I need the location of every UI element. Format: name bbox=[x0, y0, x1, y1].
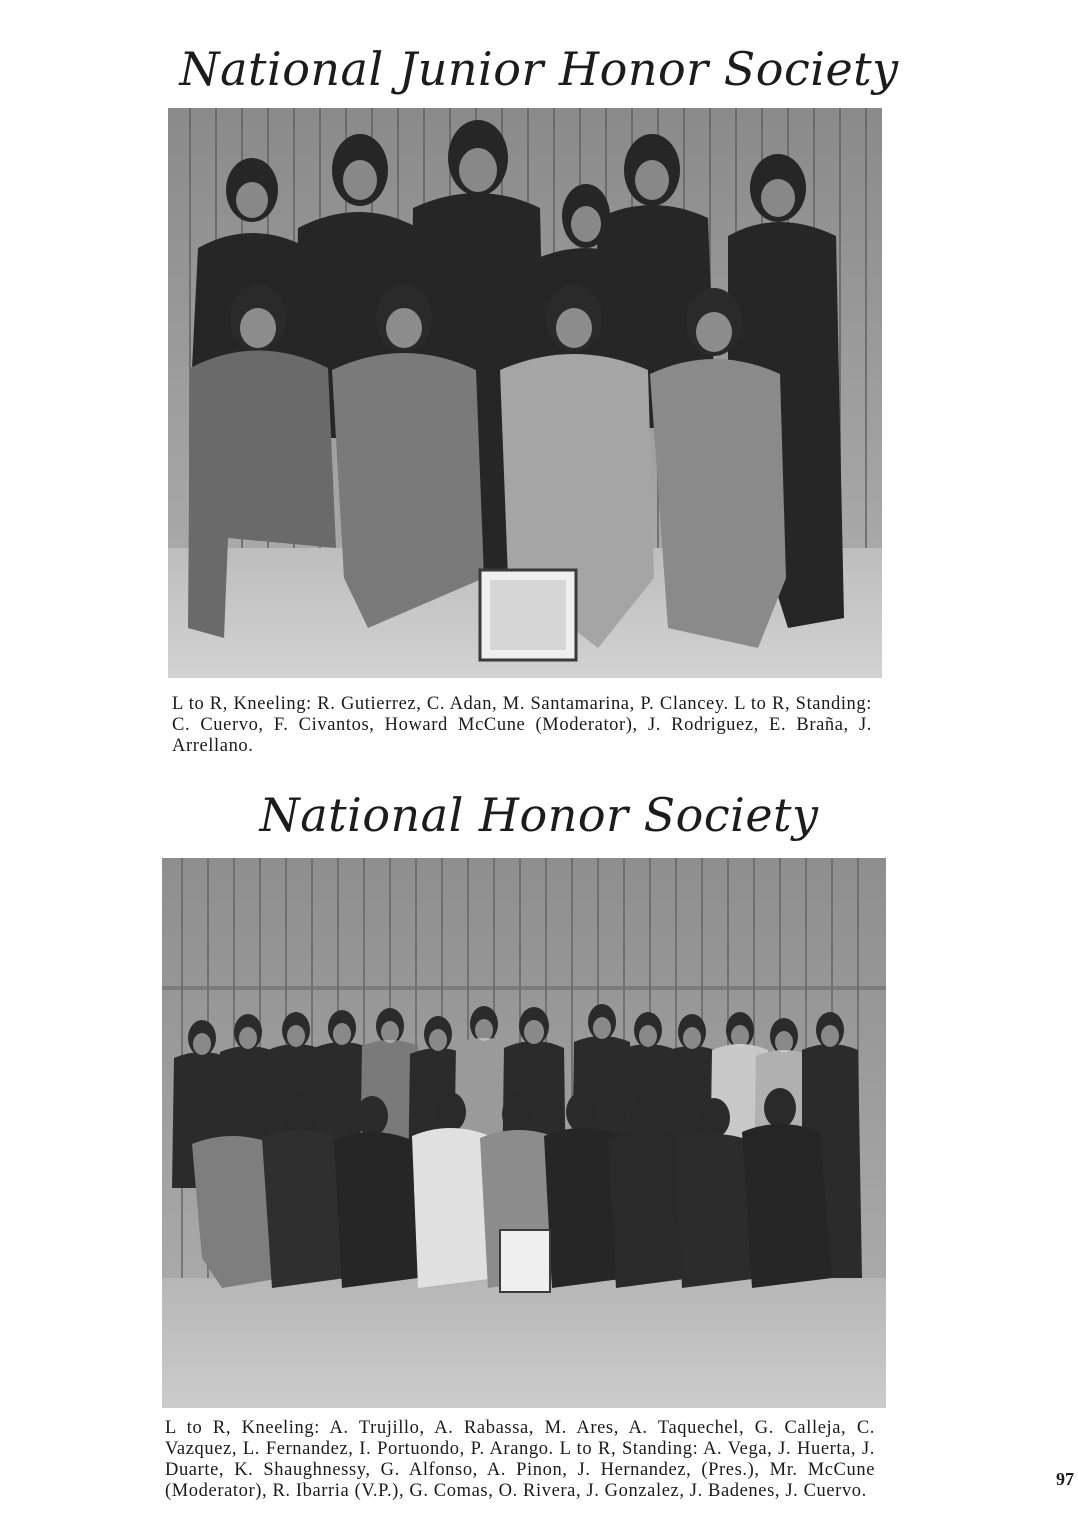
photo-caption-honor-society: L to R, Kneeling: A. Trujillo, A. Rabassa, M. Ares, A. Taquechel, G. Calleja, C. Vazquez, L. Fernandez, I. Portuondo, P. Arango. L to R, Standing: A. Vega, J. Huerta, J. Duarte, K. Shaughnessy, G. Alfonso, A. Pinon, J. Hernandez, (Pres.), Mr. McCune (Moderator), R. Ibarria (V.P.), G. Comas, O. Rivera, J. Gonzalez, J. Badenes, J. Cuervo. bbox=[165, 1418, 875, 1501]
group-photo-honor-drawing bbox=[162, 858, 886, 1408]
photo-caption-junior-honor-society: L to R, Kneeling: R. Gutierrez, C. Adan, M. Santamarina, P. Clancey. L to R, Standing: C. Cuervo, F. Civantos, Howard McCune (Moderator), J. Rodriguez, E. Braña, J. Arrellano. bbox=[172, 694, 872, 756]
page-number: 97 bbox=[1056, 1469, 1074, 1489]
group-photo-junior-honor-society bbox=[168, 108, 882, 678]
group-photo-junior-drawing bbox=[168, 108, 882, 678]
section-title-honor-society: National Honor Society bbox=[259, 788, 819, 842]
section-title-junior-honor-society: National Junior Honor Society bbox=[179, 42, 899, 96]
group-photo-honor-society bbox=[162, 858, 886, 1408]
